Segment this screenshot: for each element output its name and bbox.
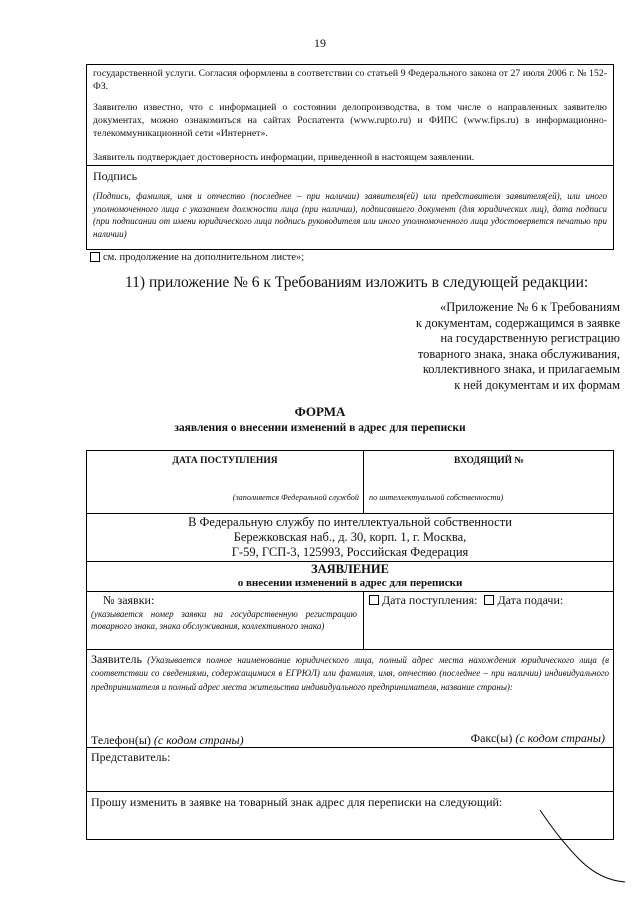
consent-signature-box (86, 64, 614, 250)
fax-note: (с кодом страны) (515, 731, 605, 745)
consent-paragraph-1: государственной услуги. Согласия оформлены в соответствии со статьей 9 Федерального закона от 27 июля 2006 г. № 152-ФЗ. (93, 68, 607, 92)
fax-field[interactable] (471, 731, 605, 746)
continuation-label: см. продолжение на дополнительном листе»; (103, 252, 305, 263)
appendix-line: товарного знака, знака обслуживания, (417, 346, 620, 361)
address-line: В Федеральную службу по интеллектуальной собственности (188, 515, 512, 529)
appendix-reference (360, 300, 620, 393)
signature-section (87, 166, 613, 249)
divider (87, 591, 613, 592)
appendix-line: к ней документам и их формам (454, 377, 620, 392)
divider (87, 791, 613, 792)
applicant-section (91, 653, 609, 694)
application-number-note: (указывается номер заявки на государственную регистрацию товарного знака, знака обслуживания, коллективного знака) (91, 609, 357, 632)
phone-field[interactable] (91, 733, 244, 748)
request-label: Прошу изменить в заявке на товарный знак адрес для переписки на следующий: (91, 795, 503, 809)
date-options (369, 593, 563, 608)
address-line: Бережковская наб., д. 30, корп. 1, г. Москва, (233, 530, 467, 544)
incoming-number-note: по интеллектуальной собственности) (369, 493, 504, 502)
appendix-line: «Приложение № 6 к Требованиям (440, 300, 620, 314)
form-title: ФОРМА (294, 404, 346, 419)
incoming-number-header: ВХОДЯЩИЙ № (454, 456, 524, 466)
form-subtitle: заявления о внесении изменений в адрес для переписки (174, 422, 466, 434)
appendix-line: к документам, содержащимся в заявке (415, 315, 620, 330)
application-number-label: № заявки: (103, 593, 155, 607)
appendix-line: коллективного знака, и прилагаемым (422, 362, 620, 376)
signature-title: Подпись (93, 169, 138, 183)
receipt-date-note: (заполняется Федеральной службой (232, 493, 359, 502)
page-number: 19 (314, 36, 326, 50)
statement-subtitle: о внесении изменений в адрес для переписки (237, 577, 463, 589)
appendix-line: на государственную регистрацию (440, 331, 620, 345)
phone-note: (с кодом страны) (153, 733, 244, 747)
applicant-note: (Указывается полное наименование юридического лица, полный адрес места нахождения юридического лица (в соответствии со сведениями, содержащимися в ЕГРЮЛ) или фамилия, имя, отчество (последнее – при наличии) индивидуального предпринимателя и полный адрес места жительства индивидуального предпринимателя, название страны): (91, 655, 610, 692)
application-form (86, 450, 614, 840)
statement-title: ЗАЯВЛЕНИЕ (311, 562, 389, 576)
fax-label: Факс(ы) (470, 731, 513, 745)
divider (87, 649, 613, 650)
filing-date-option: Дата подачи: (497, 593, 564, 607)
address-line: Г-59, ГСП-3, 125993, Российская Федерация (231, 545, 469, 559)
continuation-option[interactable] (90, 252, 304, 263)
consent-paragraph-3: Заявитель подтверждает достоверность информации, приведенной в настоящем заявлении. (93, 152, 475, 163)
signature-note: (Подпись, фамилия, имя и отчество (последнее – при наличии) заявителя(ей) или представителя заявителя(ей), или иного уполномоченного лица с указанием должности лица (при наличии), подписавшего документ (для юридических лиц), дата подписи (при подписании от имени юридического лица подпись руководителя или иного уполномоченного лица удостоверяется печатью при наличии) (93, 191, 607, 239)
applicant-label: Заявитель (91, 652, 142, 666)
consent-paragraph-2: Заявителю известно, что с информацией о состоянии делопроизводства, в том числе о направленных заявителю документах, можно ознакомиться на сайтах Роспатента (www.rupto.ru) и ФИПС (www.fips.ru) в информационно-телекоммуникационной сети «Интернет». (93, 102, 607, 139)
filing-date-checkbox[interactable] (484, 595, 494, 605)
item-11-heading: 11) приложение № 6 к Требованиям изложить в следующей редакции: (125, 274, 589, 291)
divider (87, 747, 613, 748)
receipt-date-header: ДАТА ПОСТУПЛЕНИЯ (172, 456, 278, 466)
representative-label: Представитель: (91, 750, 171, 764)
phone-label: Телефон(ы) (91, 733, 151, 747)
pen-stroke-mark (520, 800, 630, 890)
receipt-date-option: Дата поступления: (382, 593, 478, 607)
divider (363, 591, 364, 649)
checkbox-icon[interactable] (90, 252, 100, 262)
receipt-date-checkbox[interactable] (369, 595, 379, 605)
divider (87, 513, 613, 514)
